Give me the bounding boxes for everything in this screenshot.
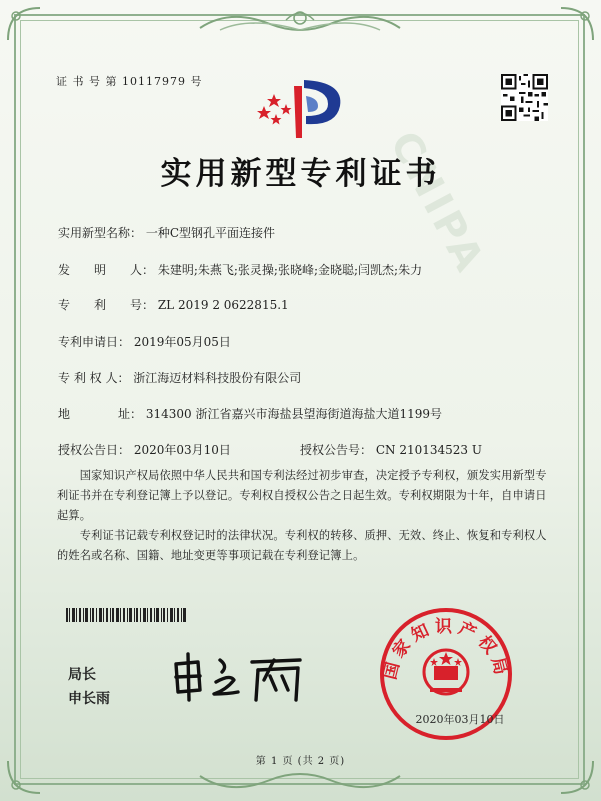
address-label: 地 址：: [58, 407, 143, 421]
filing-date-value: 2019年05月05日: [133, 335, 231, 349]
top-ornament: [190, 6, 410, 40]
grant-number-label: 授权公告号：: [300, 443, 373, 457]
patentee-label: 专 利 权 人：: [58, 371, 130, 385]
grant-date-row: [58, 441, 231, 458]
grant-number-row: [300, 441, 482, 458]
certificate-statement: 国家知识产权局依照中华人民共和国专利法经过初步审查，决定授予专利权，颁发实用新型专利证书并在专利登记簿上予以登记。专利权自授权公告之日起生效。专利权期限为十年，自申请日起算。: [57, 469, 547, 522]
qr-code-icon: [501, 74, 548, 121]
grant-date-value: 2020年03月10日: [133, 443, 231, 457]
cnipa-logo: [256, 72, 352, 142]
grant-date-label: 授权公告日：: [58, 443, 131, 457]
barcode-icon: [66, 608, 186, 622]
director-name: 申长雨: [68, 691, 110, 707]
patentee-value: 浙江海迈材料科技股份有限公司: [133, 371, 302, 385]
patent-number-row: [58, 296, 289, 313]
address-row: [58, 405, 442, 422]
seal-date: 2020年03月10日: [415, 713, 505, 726]
inventor-row: [58, 261, 422, 278]
legal-status-note: 专利证书记载专利权登记时的法律状况。专利权的转移、质押、无效、终止、恢复和专利权人的姓名或名称、国籍、地址变更等事项记载在专利登记簿上。: [57, 529, 547, 562]
certificate-number: 证 书 号 第 10117979 号: [56, 75, 203, 88]
cnipa-watermark: CNIPA: [380, 124, 494, 282]
corner-ornament-tl: [4, 4, 44, 44]
bottom-ornament: [190, 764, 410, 798]
utility-model-name-value: 一种C型钢孔平面连接件: [145, 226, 276, 240]
utility-model-name-row: [58, 224, 275, 241]
grant-number-value: CN 210134523 U: [375, 443, 482, 457]
page-number: 第 1 页 (共 2 页): [255, 756, 346, 767]
patent-number-value: ZL 2019 2 0622815.1: [157, 298, 289, 312]
address-value: 314300 浙江省嘉兴市海盐县望海街道海盐大道1199号: [145, 407, 443, 421]
inventor-label: 发 明 人：: [58, 263, 155, 277]
seal-text: 国家知识产权局: [380, 616, 512, 682]
utility-model-name-label: 实用新型名称：: [58, 226, 143, 240]
filing-date-row: [58, 333, 231, 350]
director-title: 局长: [68, 667, 96, 683]
director-signature: [168, 650, 308, 702]
filing-date-label: 专利申请日：: [58, 335, 131, 349]
patentee-row: [58, 369, 301, 386]
corner-ornament-tr: [557, 4, 597, 44]
inventor-value: 朱建明;朱燕飞;张灵操;张晓峰;金晓聪;闫凯杰;朱力: [157, 263, 423, 277]
patent-number-label: 专 利 号：: [58, 298, 155, 312]
certificate-title: 实用新型专利证书: [160, 156, 441, 192]
